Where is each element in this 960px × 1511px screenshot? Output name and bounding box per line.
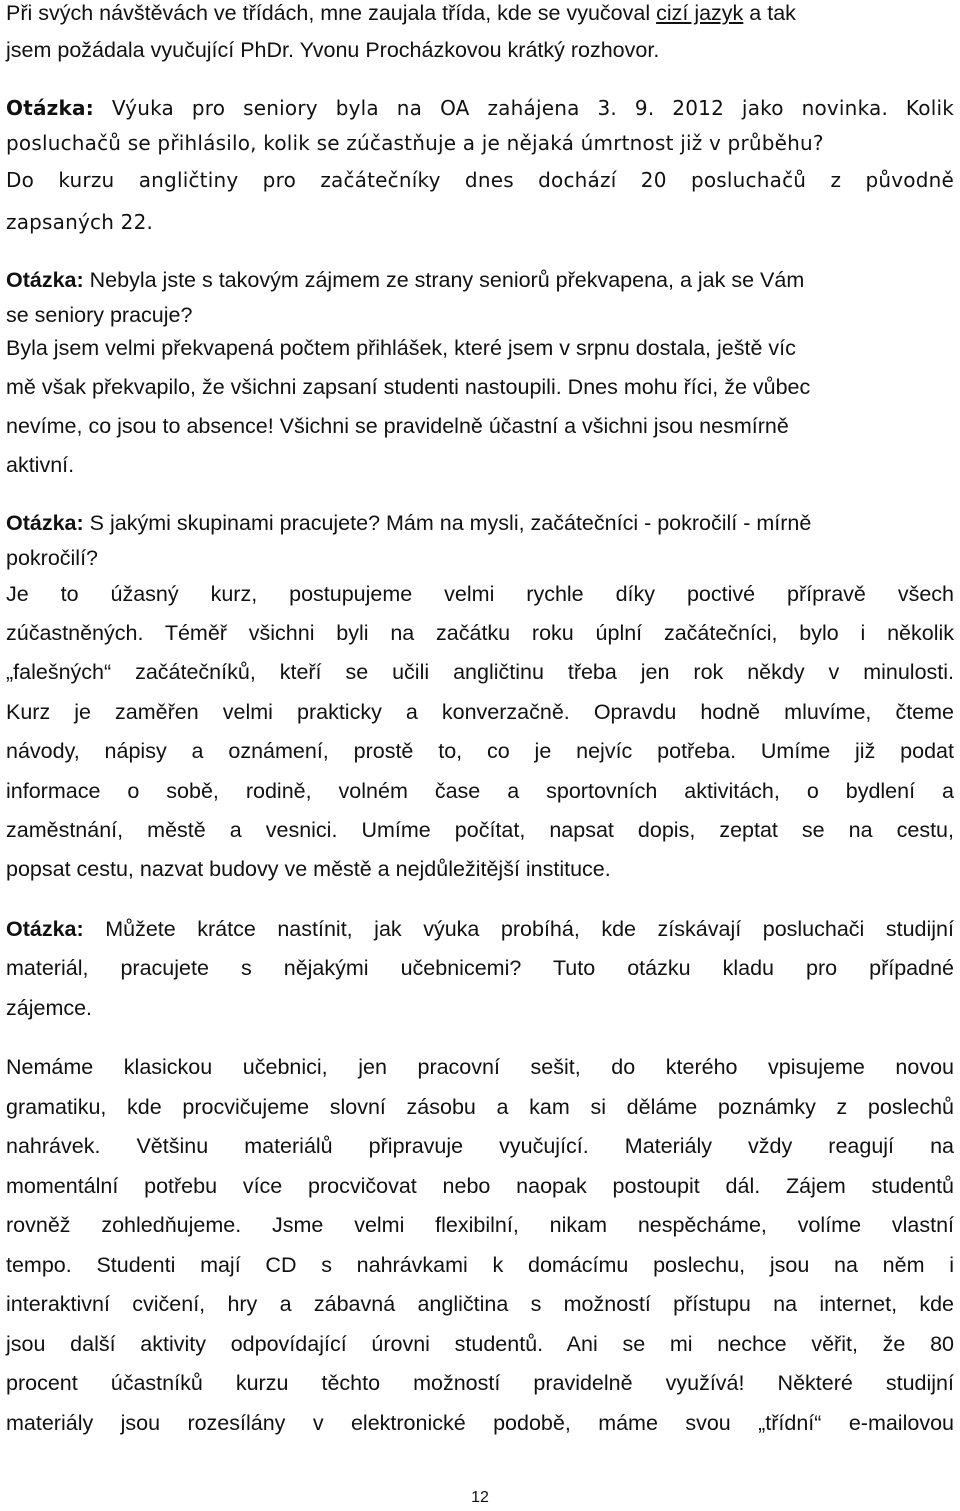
text-line: mě však překvapilo, že všichni zapsaní studenti nastoupili. Dnes mohu říci, že vůbec xyxy=(6,375,811,399)
text-line: se seniory pracuje? xyxy=(6,303,193,327)
text-line: procent účastníků kurzu těchto možností pravidelně využívá! Některé studijní xyxy=(6,1371,954,1395)
question-line xyxy=(6,508,954,538)
question-label: Otázka: xyxy=(6,268,84,292)
text-line: zaměstnání, městě a vesnici. Umíme počítat, napsat dopis, zeptat se na cestu, xyxy=(6,818,954,842)
text-line: materiál, pracujete s nějakými učebnicemi? Tuto otázku kladu pro případné xyxy=(6,956,954,980)
question-text: Výuka pro seniory byla na OA zahájena 3. 9. 2012 jako novinka. Kolik xyxy=(93,96,954,120)
text-line: Do kurzu angličtiny pro začátečníky dnes dochází 20 posluchačů z původně xyxy=(6,168,954,192)
text-line: nahrávek. Většinu materiálů připravuje vyučující. Materiály vždy reagují na xyxy=(6,1134,954,1158)
text-line: gramatiku, kde procvičujeme slovní zásobu a kam si děláme poznámky z poslechů xyxy=(6,1095,954,1119)
text-line: informace o sobě, rodině, volném čase a sportovních aktivitách, o bydlení a xyxy=(6,779,954,803)
text-fragment: a tak xyxy=(743,1,796,25)
text-line: pokročilí? xyxy=(6,546,99,570)
underlined-term: cizí jazyk xyxy=(656,1,744,25)
text-line: aktivní. xyxy=(6,453,75,477)
question-line xyxy=(6,265,954,295)
question-line xyxy=(6,914,954,944)
text-line: zájemce. xyxy=(6,996,93,1020)
text-line: „falešných“ začátečníků, kteří se učili angličtinu třeba jen rok někdy v minulosti. xyxy=(6,660,954,684)
text-fragment: Při svých návštěvách ve třídách, mne zaujala třída, kde se vyučoval xyxy=(6,1,657,25)
text-line: návody, nápisy a oznámení, prostě to, co je nejvíc potřeba. Umíme již podat xyxy=(6,739,954,763)
question-label: Otázka: xyxy=(6,511,84,535)
text-line: zúčastněných. Téměř všichni byli na začátku roku úplní začátečníci, bylo i několik xyxy=(6,621,954,645)
text-line: posluchačů se přihlásilo, kolik se zúčastňuje a je nějaká úmrtnost již v průběhu? xyxy=(6,131,824,155)
text-line: Nemáme klasickou učebnici, jen pracovní sešit, do kterého vpisujeme novou xyxy=(6,1055,954,1079)
text-line xyxy=(6,0,954,28)
text-line: rovněž zohledňujeme. Jsme velmi flexibilní, nikam nespěcháme, volíme vlastní xyxy=(6,1213,954,1237)
question-line xyxy=(6,93,954,123)
text-line: zapsaných 22. xyxy=(6,210,154,234)
text-line: popsat cestu, nazvat budovy ve městě a nejdůležitější instituce. xyxy=(6,857,611,881)
text-line: interaktivní cvičení, hry a zábavná angličtina s možností přístupu na internet, kde xyxy=(6,1292,954,1316)
question-text: Můžete krátce nastínit, jak výuka probíhá, kde získávají posluchači studijní xyxy=(83,917,954,941)
question-text: S jakými skupinami pracujete? Mám na mysli, začátečníci - pokročilí - mírně xyxy=(83,511,812,535)
text-line: Kurz je zaměřen velmi prakticky a konverzačně. Opravdu hodně mluvíme, čteme xyxy=(6,700,954,724)
text-line: materiály jsou rozesílány v elektronické podobě, máme svou „třídní“ e-mailovou xyxy=(6,1411,954,1435)
text-line: tempo. Studenti mají CD s nahrávkami k domácímu poslechu, jsou na něm i xyxy=(6,1253,954,1277)
text-line: jsou další aktivity odpovídající úrovni studentů. Ani se mi nechce věřit, že 80 xyxy=(6,1332,954,1356)
text-line: Je to úžasný kurz, postupujeme velmi rychle díky poctivé přípravě všech xyxy=(6,582,954,606)
question-label: Otázka: xyxy=(6,917,84,941)
text-line: momentální potřebu více procvičovat nebo naopak postoupit dál. Zájem studentů xyxy=(6,1174,954,1198)
text-line: nevíme, co jsou to absence! Všichni se pravidelně účastní a všichni jsou nesmírně xyxy=(6,414,789,438)
text-line: Byla jsem velmi překvapená počtem přihlášek, které jsem v srpnu dostala, ještě víc xyxy=(6,336,796,360)
text-line: jsem požádala vyučující PhDr. Yvonu Procházkovou krátký rozhovor. xyxy=(6,38,660,62)
question-label: Otázka: xyxy=(6,96,94,120)
page-number: 12 xyxy=(471,1489,489,1506)
question-text: Nebyla jste s takovým zájmem ze strany seniorů překvapena, a jak se Vám xyxy=(83,268,805,292)
